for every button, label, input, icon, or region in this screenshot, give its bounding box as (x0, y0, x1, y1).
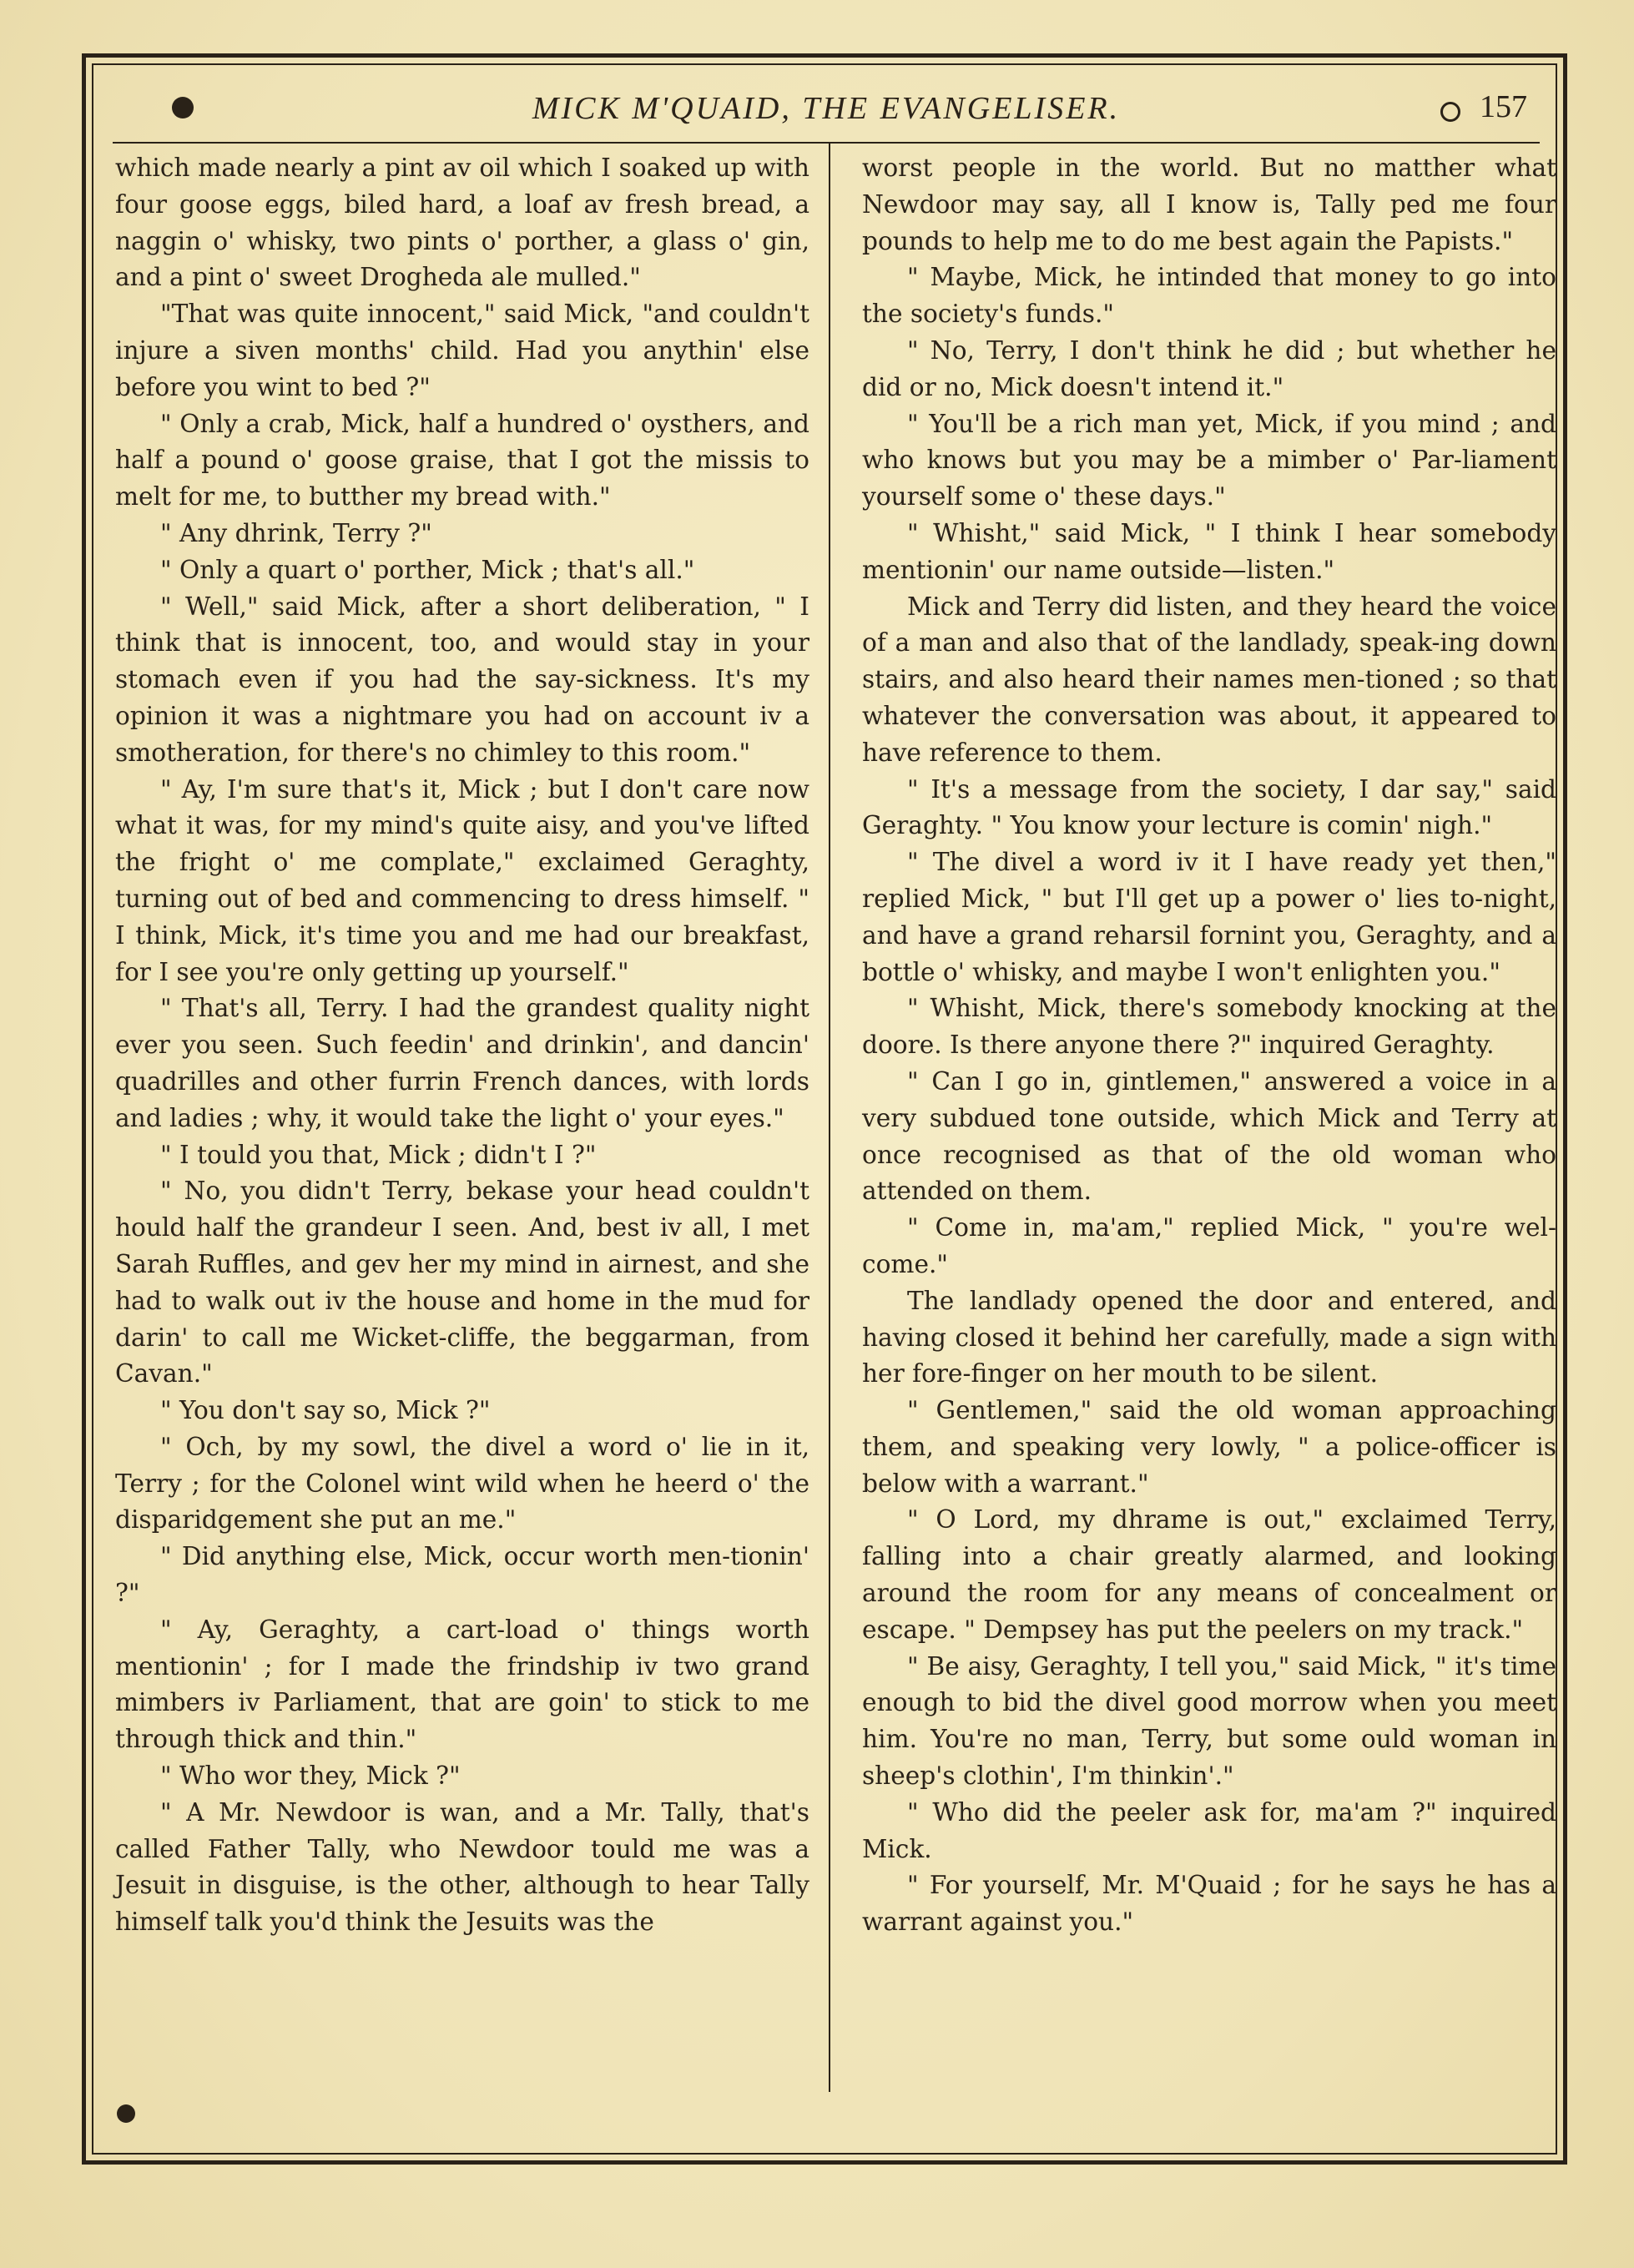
paragraph: " O Lord, my dhrame is out," exclaimed Terry, falling into a chair greatly alarmed, and looking around the room for any means of concealment or escape. " Dempsey has put the peelers on my track." (862, 1505, 1556, 1644)
paragraph: " Who did the peeler ask for, ma'am ?" inquired Mick. (862, 1797, 1556, 1863)
paragraph: which made nearly a pint av oil which I soaked up with four goose eggs, biled hard, a loaf av fresh bread, a naggin o' whisky, two pints o' porther, a glass o' gin, and a pint o' sweet Drogheda ale mulled." (115, 154, 809, 292)
paragraph: " No, Terry, I don't think he did ; but whether he did or no, Mick doesn't intend it." (862, 335, 1556, 401)
paragraph: Mick and Terry did listen, and they heard the voice of a man and also that of the landlady, speak-ing down stairs, and also heard their names men-tioned ; so that whatever the conversation was about, it appeared to have reference to them. (862, 592, 1556, 767)
header-rule (113, 142, 1540, 144)
paragraph: " Be aisy, Geraghty, I tell you," said Mick, " it's time enough to bid the divel good morrow when you meet him. You're no man, Terry, but some ould woman in sheep's clothin', I'm thinkin'." (862, 1651, 1556, 1791)
paragraph: " Och, by my sowl, the divel a word o' lie in it, Terry ; for the Colonel wint wild when he heerd o' the disparidgement she put an me." (115, 1432, 809, 1535)
paragraph: " Ay, I'm sure that's it, Mick ; but I don't care now what it was, for my mind's quite aisy, and you've lifted the fright o' me complate," exclaimed Geraghty, turning out of bed and commencing to dress himself. " I think, Mick, it's time you and me had our breakfast, for I see you're only getting up yourself." (115, 774, 809, 986)
column-divider (829, 144, 830, 2092)
paragraph: " Gentlemen," said the old woman approaching them, and speaking very lowly, " a police-officer is below with a warrant." (862, 1396, 1556, 1498)
paragraph: " For yourself, Mr. M'Quaid ; for he says he has a warrant against you." (862, 1871, 1556, 1937)
paragraph: " Whisht, Mick, there's somebody knocking at the doore. Is there anyone there ?" inquired Geraghty. (862, 994, 1556, 1060)
paragraph: "That was quite innocent," said Mick, "and couldn't injure a siven months' child. Had you anythin' else before you wint to bed ?" (115, 300, 809, 401)
paragraph: " A Mr. Newdoor is wan, and a Mr. Tally, that's called Father Tally, who Newdoor tould me was a Jesuit in disguise, is the other, although to hear Tally himself talk you'd think the Jesuits was the (115, 1797, 809, 1937)
running-title: MICK M'QUAID, THE EVANGELISER. (532, 91, 1121, 126)
left-column (115, 150, 809, 1941)
paragraph: " Who wor they, Mick ?" (160, 1761, 461, 1791)
paragraph: " The divel a word iv it I have ready yet then," replied Mick, " but I'll get up a power o' lies to-night, and have a grand reharsil fornint you, Geraghty, and a bottle o' whisky, and maybe I won't enlighten you." (862, 848, 1556, 986)
paragraph: " I tould you that, Mick ; didn't I ?" (160, 1140, 597, 1169)
paragraph: " Did anything else, Mick, occur worth men-tionin' ?" (115, 1542, 809, 1608)
circle-ornament-icon (1440, 102, 1460, 122)
paragraph: " Only a crab, Mick, half a hundred o' oysthers, and half a pound o' goose graise, that I got the missis to melt for me, to butther my bread with." (115, 409, 809, 512)
paragraph: The landlady opened the door and entered, and having closed it behind her carefully, made a sign with her fore-finger on her mouth to be silent. (862, 1286, 1556, 1389)
paragraph: " No, you didn't Terry, bekase your head couldn't hould half the grandeur I seen. And, best iv all, I met Sarah Ruffles, and gev her my mind in airnest, and she had to walk out iv the house and home in the mud for darin' to call me Wicket-cliffe, the beggarman, from Cavan." (115, 1177, 809, 1389)
paragraph: " Well," said Mick, after a short deliberation, " I think that is innocent, too, and would stay in your stomach even if you had the say-sickness. It's my opinion it was a nightmare you had on account iv a smotheration, for there's no chimley to this room." (115, 592, 809, 767)
paragraph: " Maybe, Mick, he intinded that money to go into the society's funds." (862, 263, 1556, 329)
paragraph: " You'll be a rich man yet, Mick, if you mind ; and who knows but you may be a mimber o' Par-liament yourself some o' these days." (862, 409, 1556, 512)
paragraph: " Ay, Geraghty, a cart-load o' things worth mentionin' ; for I made the frindship iv two grand mimbers iv Parliament, that are goin' to stick to me through thick and thin." (115, 1615, 809, 1754)
paragraph: worst people in the world. But no matther what Newdoor may say, all I know is, Tally ped me four pounds to help me to do me best again the Papists." (862, 154, 1556, 255)
paragraph: " You don't say so, Mick ?" (160, 1396, 491, 1425)
paragraph: " Only a quart o' porther, Mick ; that's all." (160, 555, 695, 584)
paragraph: " Come in, ma'am," replied Mick, " you're wel-come." (862, 1213, 1556, 1278)
page-header (108, 83, 1544, 134)
page-number: 157 (1480, 89, 1527, 124)
paragraph: " That's all, Terry. I had the grandest quality night ever you seen. Such feedin' and drinkin', and dancin' quadrilles and other furrin French dances, with lords and ladies ; why, it would take the light o' your eyes." (115, 994, 809, 1132)
paragraph: " Whisht," said Mick, " I think I hear somebody mentionin' our name outside—listen." (862, 518, 1556, 584)
footer-ornament-icon (117, 2104, 135, 2123)
paragraph: " It's a message from the society, I dar say," said Geraghty. " You know your lecture is comin' nigh." (862, 774, 1556, 840)
right-column (862, 150, 1556, 1941)
paragraph: " Can I go in, gintlemen," answered a voice in a very subdued tone outside, which Mick and Terry at once recognised as that of the old woman who attended on them. (862, 1066, 1556, 1206)
paragraph: " Any dhrink, Terry ?" (160, 518, 432, 547)
